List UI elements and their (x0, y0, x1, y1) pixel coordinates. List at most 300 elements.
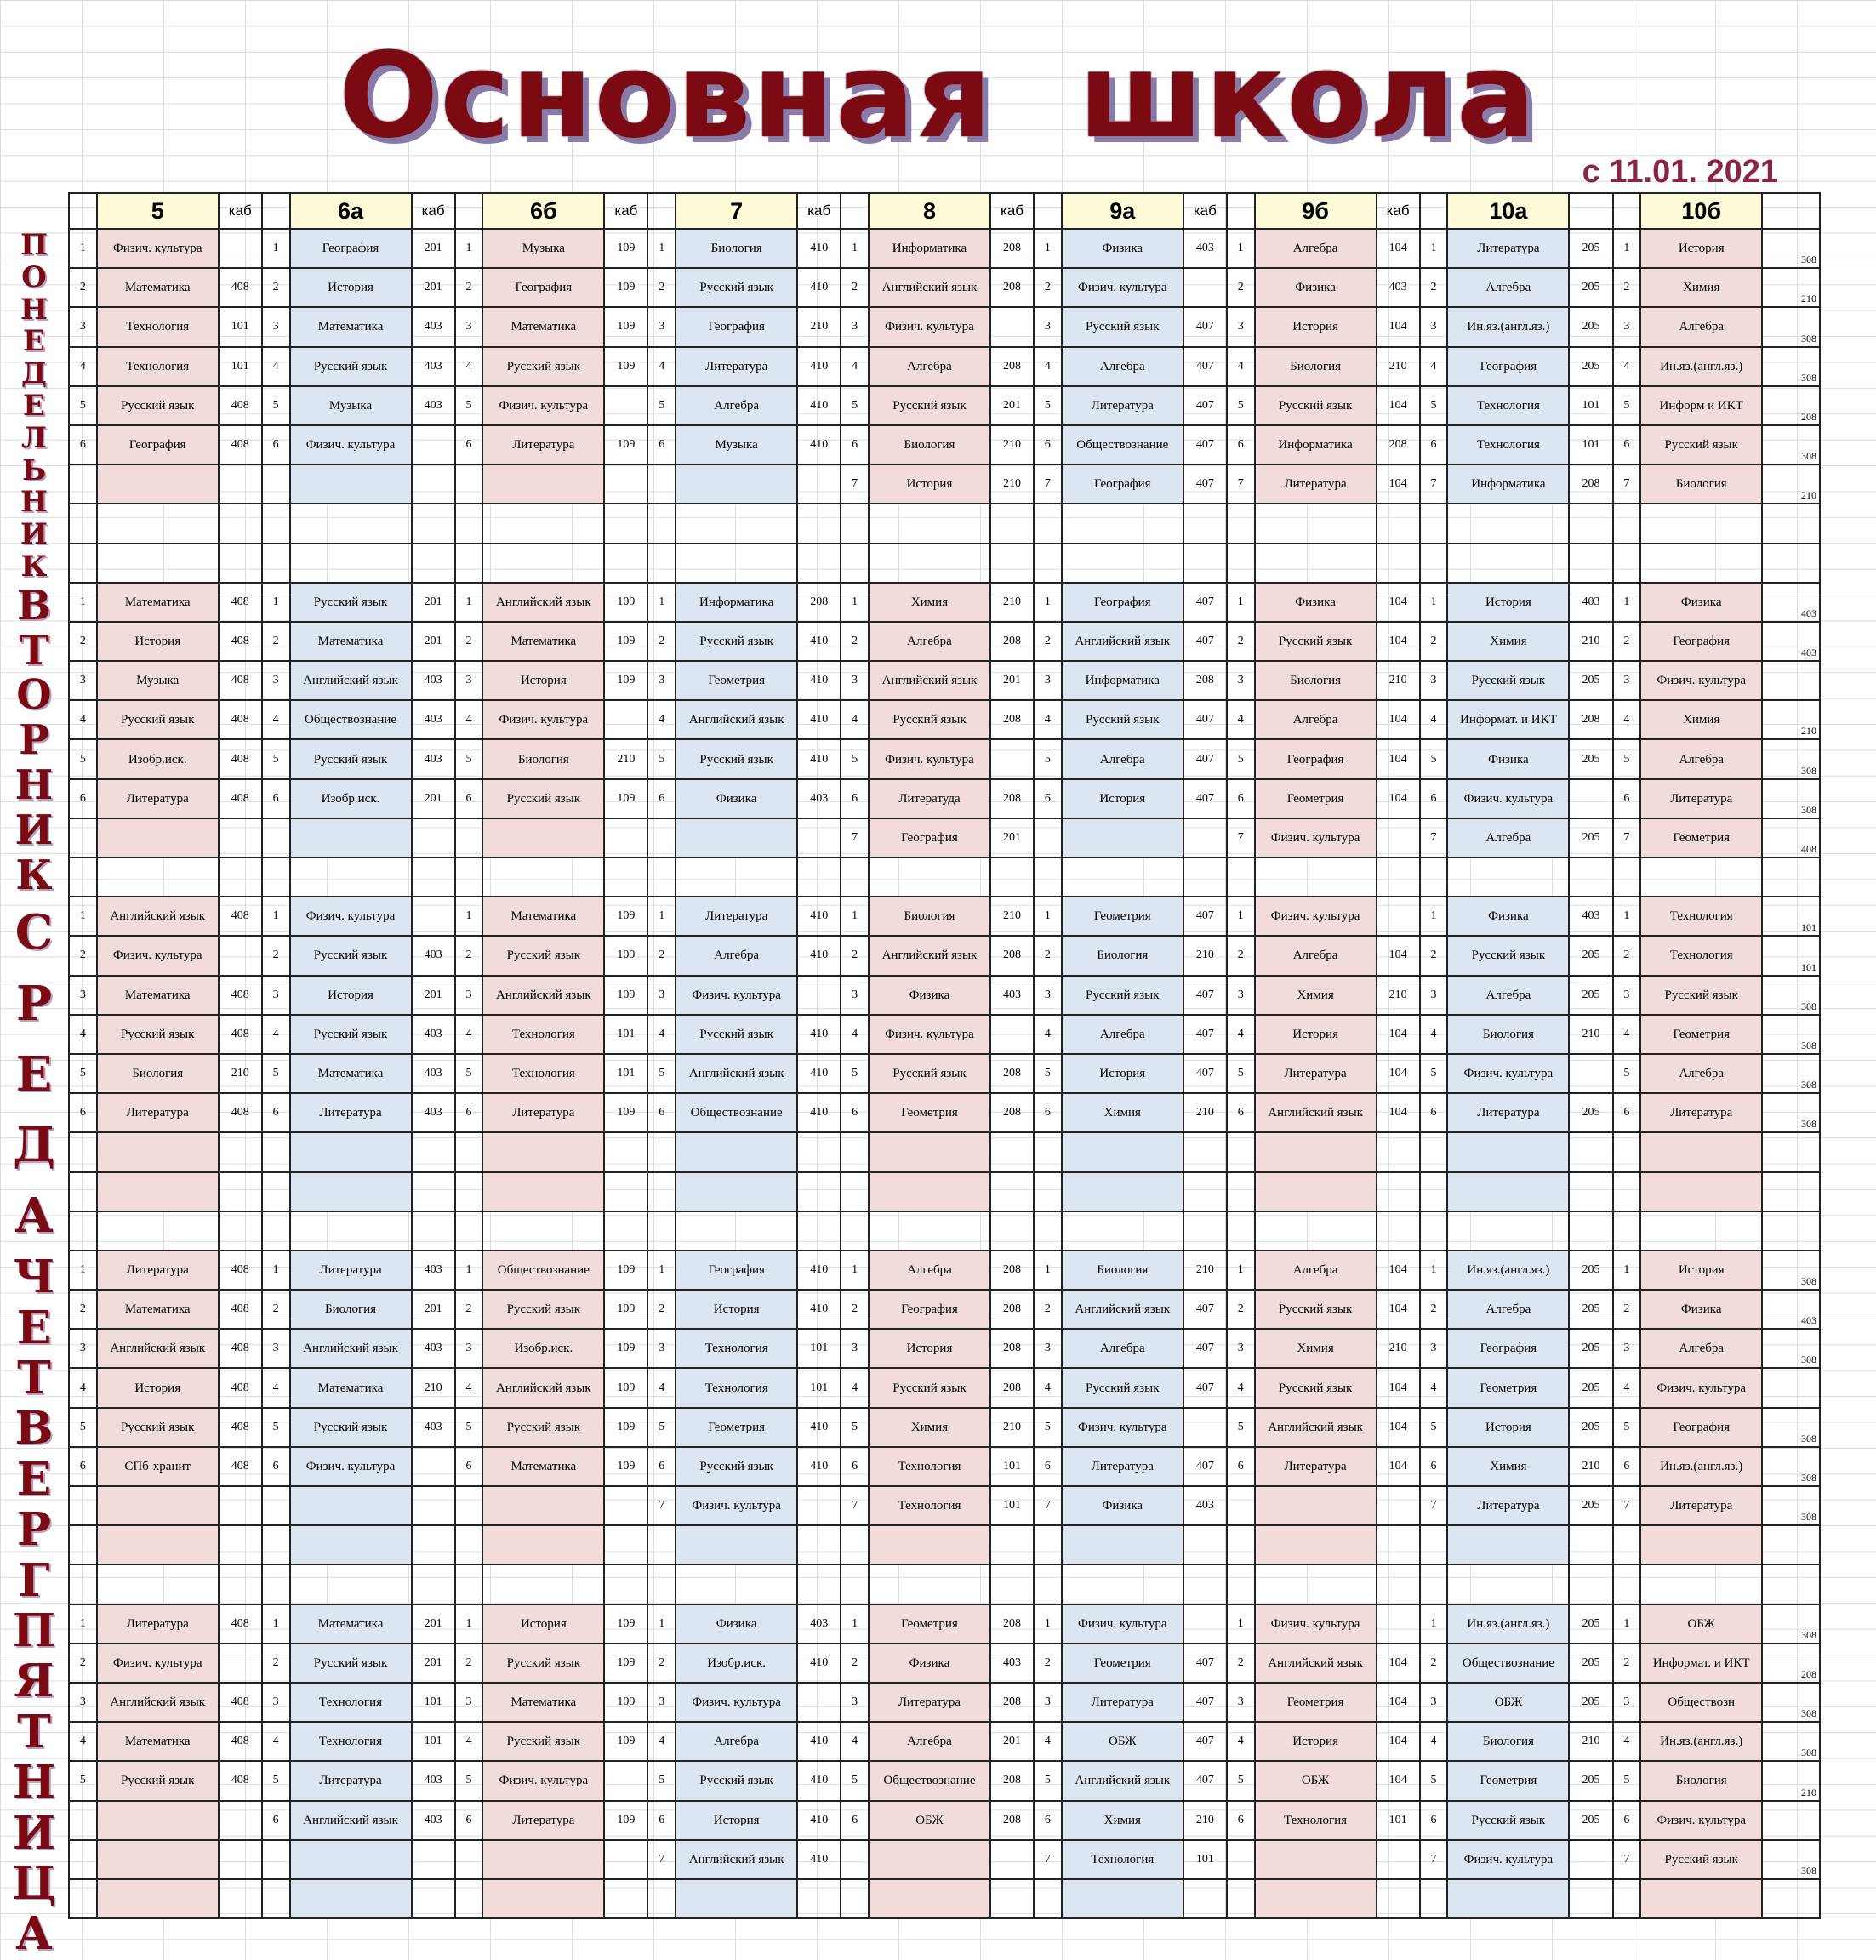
subject-cell (1255, 1564, 1377, 1604)
room-number-extra: 308 (1762, 1722, 1820, 1761)
room-number: 101 (219, 347, 262, 386)
room-number (412, 1525, 455, 1564)
table-row (69, 425, 1820, 464)
room-number: 410 (797, 936, 841, 975)
day-letter: Н (20, 292, 48, 327)
subject-cell: Информатика (1255, 425, 1377, 464)
room-number: 101 (1183, 1840, 1227, 1879)
lesson-number: 3 (1613, 976, 1641, 1015)
subject-cell (1255, 1486, 1377, 1525)
subject-cell: Алгебра (869, 1722, 990, 1761)
lesson-number (1227, 1132, 1255, 1171)
lesson-number: 6 (647, 1093, 676, 1132)
lesson-number: 6 (1420, 779, 1448, 818)
subject-cell: Геометрия (869, 1604, 990, 1644)
lesson-number: 4 (262, 1015, 290, 1054)
lesson-number (262, 1525, 290, 1564)
lesson-number (1613, 1172, 1641, 1211)
subject-cell (1255, 544, 1377, 583)
room-number: 410 (797, 661, 841, 700)
subject-cell (1447, 1211, 1569, 1251)
lesson-number: 6 (841, 1093, 869, 1132)
subject-cell: Обществознание (482, 1251, 604, 1290)
subject-cell: Физич. культура (1447, 1054, 1569, 1093)
lesson-number: 5 (1420, 739, 1448, 778)
lesson-number: 4 (841, 1722, 869, 1761)
room-number: 210 (1377, 976, 1420, 1015)
lesson-number (841, 1879, 869, 1918)
subject-cell: Обществозн (1640, 1683, 1762, 1722)
subject-cell (290, 858, 412, 897)
lesson-number (1034, 1211, 1062, 1251)
lesson-number: 5 (647, 1761, 676, 1800)
subject-cell: Физика (1640, 583, 1762, 622)
subject-cell (290, 1879, 412, 1918)
lesson-number: 2 (647, 1644, 676, 1683)
room-number (1183, 818, 1227, 858)
lesson-number: 2 (455, 1290, 483, 1329)
lesson-number (1034, 1172, 1062, 1211)
room-number: 104 (1377, 739, 1420, 778)
room-number: 410 (797, 386, 841, 425)
room-number (219, 1486, 262, 1525)
lesson-number: 5 (262, 1408, 290, 1447)
table-row (69, 544, 1820, 583)
subject-cell: Биология (1062, 936, 1183, 975)
day-letter: Д (20, 356, 48, 391)
lesson-number: 2 (69, 268, 97, 307)
subject-cell (97, 1132, 219, 1171)
subject-cell: Математика (290, 1054, 412, 1093)
subject-cell (1447, 1879, 1569, 1918)
room-number (604, 386, 647, 425)
subject-cell: Физика (1447, 897, 1569, 936)
lesson-number (1034, 818, 1062, 858)
lesson-number: 4 (69, 700, 97, 739)
lesson-number: 4 (69, 1368, 97, 1407)
lesson-number (455, 504, 483, 543)
lesson-number: 3 (841, 1329, 869, 1368)
lesson-number: 5 (1227, 386, 1255, 425)
room-number (604, 700, 647, 739)
subject-cell: Русский язык (290, 936, 412, 975)
room-number: 208 (990, 622, 1034, 661)
subject-cell: Алгебра (1062, 739, 1183, 778)
subject-cell: Музыка (290, 386, 412, 425)
room-number-extra (1762, 1801, 1820, 1840)
subject-cell: История (1255, 307, 1377, 346)
room-number (797, 1211, 841, 1251)
lesson-number (841, 1132, 869, 1171)
lesson-number: 2 (1420, 1290, 1448, 1329)
lesson-number: 5 (647, 386, 676, 425)
day-letter: Е (16, 1451, 52, 1506)
room-number: 403 (412, 386, 455, 425)
day-letter: Е (16, 1300, 52, 1354)
lesson-number: 4 (1613, 1015, 1641, 1054)
lesson-number: 6 (1613, 1801, 1641, 1840)
subject-cell: Математика (482, 622, 604, 661)
room-number (219, 1525, 262, 1564)
room-number (219, 1879, 262, 1918)
subject-cell (676, 858, 797, 897)
subject-cell: История (1640, 1251, 1762, 1290)
room-number: 403 (1183, 1486, 1227, 1525)
lesson-number (455, 1879, 483, 1918)
lesson-number: 2 (841, 936, 869, 975)
lesson-number: 5 (455, 386, 483, 425)
lesson-number: 3 (1227, 1683, 1255, 1722)
subject-cell: Обществознание (869, 1761, 990, 1800)
lesson-number (1034, 1525, 1062, 1564)
subject-cell: Химия (1255, 1329, 1377, 1368)
room-number (219, 936, 262, 975)
room-number: 208 (990, 1054, 1034, 1093)
subject-cell (97, 1486, 219, 1525)
room-number: 104 (1377, 1683, 1420, 1722)
subject-cell (1255, 1879, 1377, 1918)
lesson-number: 1 (1227, 1604, 1255, 1644)
room-number: 109 (604, 1251, 647, 1290)
lesson-number: 3 (1420, 976, 1448, 1015)
subject-cell: Химия (1062, 1801, 1183, 1840)
subject-cell (676, 1525, 797, 1564)
subject-cell: История (97, 1368, 219, 1407)
subject-cell: Английский язык (1255, 1644, 1377, 1683)
subject-cell: Обществознание (290, 700, 412, 739)
lesson-number: 2 (647, 1290, 676, 1329)
room-number (1183, 1564, 1227, 1604)
subject-cell: Физич. культура (1640, 1368, 1762, 1407)
room-number: 210 (1183, 936, 1227, 975)
room-number: 408 (219, 386, 262, 425)
subject-cell (676, 1172, 797, 1211)
room-number-extra: 308 (1762, 1604, 1820, 1644)
room-number: 407 (1183, 583, 1227, 622)
day-label-monday (0, 230, 68, 584)
room-number: 201 (412, 976, 455, 1015)
room-number-extra: 308 (1762, 1408, 1820, 1447)
room-number: 410 (797, 347, 841, 386)
subject-cell: Физич. культура (676, 976, 797, 1015)
room-number: 208 (990, 700, 1034, 739)
table-row (69, 268, 1820, 307)
subject-cell: Геометрия (1447, 1368, 1569, 1407)
room-number (412, 858, 455, 897)
lesson-number (1227, 1840, 1255, 1879)
room-number (412, 818, 455, 858)
lesson-number (841, 1564, 869, 1604)
room-number (219, 1644, 262, 1683)
day-letter: П (12, 1604, 56, 1657)
lesson-number (1227, 858, 1255, 897)
room-number: 410 (797, 1761, 841, 1800)
subject-cell: Биология (1255, 661, 1377, 700)
room-number (797, 544, 841, 583)
subject-cell (482, 1486, 604, 1525)
subject-cell: Физич. культура (676, 1486, 797, 1525)
room-number: 208 (990, 1251, 1034, 1290)
subject-cell: Литература (1255, 1447, 1377, 1486)
subject-cell (676, 1879, 797, 1918)
room-number: 403 (412, 1801, 455, 1840)
subject-cell: Английский язык (482, 976, 604, 1015)
room-number (1377, 1486, 1420, 1525)
room-number (604, 544, 647, 583)
lesson-number: 3 (262, 976, 290, 1015)
lesson-number: 3 (1613, 661, 1641, 700)
room-number-extra (1762, 1132, 1820, 1171)
lesson-number: 2 (262, 268, 290, 307)
lesson-number: 5 (69, 386, 97, 425)
room-number (990, 858, 1034, 897)
room-number: 101 (1569, 425, 1612, 464)
lesson-number (1420, 1879, 1448, 1918)
room-number: 408 (219, 268, 262, 307)
subject-cell: Русский язык (97, 1015, 219, 1054)
lesson-number: 1 (455, 1604, 483, 1644)
subject-cell: Английский язык (1062, 1761, 1183, 1800)
room-number-extra (1762, 661, 1820, 700)
subject-cell (482, 1132, 604, 1171)
room-number: 208 (990, 1683, 1034, 1722)
room-number: 403 (412, 1761, 455, 1800)
lesson-number: 6 (262, 1093, 290, 1132)
room-number: 109 (604, 1093, 647, 1132)
room-number: 210 (1569, 1015, 1612, 1054)
subject-cell: Литература (1640, 1093, 1762, 1132)
subject-cell: Геометрия (1255, 779, 1377, 818)
lesson-number: 5 (262, 1054, 290, 1093)
room-number: 210 (1183, 1093, 1227, 1132)
subject-cell (97, 544, 219, 583)
subject-cell: Информатика (676, 583, 797, 622)
subject-cell: Английский язык (869, 936, 990, 975)
lesson-number: 6 (1227, 425, 1255, 464)
subject-cell: Математика (97, 1722, 219, 1761)
subject-cell (1447, 1564, 1569, 1604)
subject-cell: Физич. культура (482, 700, 604, 739)
room-number: 410 (797, 1722, 841, 1761)
room-number-extra (1762, 1172, 1820, 1211)
subject-cell: История (1447, 1408, 1569, 1447)
lesson-number: 3 (841, 307, 869, 346)
header-blank (1420, 193, 1448, 229)
lesson-number (1420, 544, 1448, 583)
room-number: 101 (990, 1486, 1034, 1525)
lesson-number: 1 (647, 1251, 676, 1290)
subject-cell: СПб-хранит (97, 1447, 219, 1486)
room-number: 210 (604, 739, 647, 778)
subject-cell: Алгебра (1447, 1290, 1569, 1329)
lesson-number (262, 818, 290, 858)
room-number: 104 (1377, 700, 1420, 739)
subject-cell: Литература (1062, 1447, 1183, 1486)
subject-cell: Физика (1062, 1486, 1183, 1525)
room-number: 410 (797, 622, 841, 661)
subject-cell: Физич. культура (290, 897, 412, 936)
subject-cell: Литература (1447, 1486, 1569, 1525)
table-row (69, 700, 1820, 739)
lesson-number (1227, 1525, 1255, 1564)
subject-cell (482, 858, 604, 897)
subject-cell (1062, 1525, 1183, 1564)
subject-cell (869, 858, 990, 897)
subject-cell: Русский язык (1062, 976, 1183, 1015)
subject-cell: Русский язык (482, 936, 604, 975)
lesson-number (1227, 1172, 1255, 1211)
room-number (412, 1132, 455, 1171)
subject-cell: Алгебра (1447, 818, 1569, 858)
subject-cell: Литература (97, 1093, 219, 1132)
room-number: 408 (219, 622, 262, 661)
room-number: 408 (219, 976, 262, 1015)
room-number: 205 (1569, 1683, 1612, 1722)
weekday-labels (0, 0, 68, 1960)
room-header: каб (1377, 193, 1420, 229)
lesson-number: 2 (1034, 1290, 1062, 1329)
day-label-wednesday (0, 897, 68, 1251)
room-number (1569, 1132, 1612, 1171)
room-number-extra: 403 (1762, 622, 1820, 661)
lesson-number: 4 (455, 347, 483, 386)
lesson-number: 6 (455, 425, 483, 464)
subject-cell (290, 544, 412, 583)
lesson-number: 1 (1420, 1604, 1448, 1644)
lesson-number: 5 (647, 1054, 676, 1093)
subject-cell: Литература (1640, 1486, 1762, 1525)
lesson-number (1420, 1564, 1448, 1604)
subject-cell: Алгебра (1255, 1251, 1377, 1290)
subject-cell (482, 1172, 604, 1211)
subject-cell: Биология (1447, 1722, 1569, 1761)
subject-cell: Русский язык (482, 1722, 604, 1761)
lesson-number (262, 1486, 290, 1525)
lesson-number: 6 (1420, 425, 1448, 464)
subject-cell: ОБЖ (869, 1801, 990, 1840)
subject-cell: Геометрия (1640, 1015, 1762, 1054)
room-number (797, 1525, 841, 1564)
room-number (219, 1801, 262, 1840)
lesson-number: 2 (455, 268, 483, 307)
day-letter: Н (12, 1755, 56, 1809)
table-row (69, 661, 1820, 700)
lesson-number: 7 (1034, 1840, 1062, 1879)
room-number (604, 1525, 647, 1564)
day-letter: Ь (21, 453, 47, 487)
class-header: 9а (1062, 193, 1183, 229)
room-number (797, 1486, 841, 1525)
subject-cell: Русский язык (1255, 1368, 1377, 1407)
table-row (69, 504, 1820, 543)
room-number: 104 (1377, 1761, 1420, 1800)
lesson-number: 5 (1034, 1054, 1062, 1093)
subject-cell: Русский язык (290, 739, 412, 778)
lesson-number: 2 (841, 622, 869, 661)
subject-cell: Биология (97, 1054, 219, 1093)
subject-cell: Русский язык (676, 1447, 797, 1486)
room-number: 109 (604, 583, 647, 622)
lesson-number: 5 (647, 1408, 676, 1447)
room-number (219, 229, 262, 268)
room-number: 205 (1569, 818, 1612, 858)
subject-cell (1062, 1132, 1183, 1171)
subject-cell: Русский язык (97, 700, 219, 739)
room-number-extra (1762, 544, 1820, 583)
room-number (797, 858, 841, 897)
lesson-number: 6 (69, 425, 97, 464)
room-number: 208 (1569, 464, 1612, 504)
table-row (69, 229, 1820, 268)
subject-cell (869, 1879, 990, 1918)
lesson-number: 3 (1420, 1683, 1448, 1722)
subject-cell: Математика (482, 307, 604, 346)
room-number (1183, 1879, 1227, 1918)
lesson-number: 6 (1034, 779, 1062, 818)
room-number: 208 (990, 1329, 1034, 1368)
lesson-number (1420, 1172, 1448, 1211)
lesson-number: 6 (1613, 779, 1641, 818)
lesson-number: 6 (647, 1447, 676, 1486)
lesson-number: 4 (1420, 1015, 1448, 1054)
lesson-number: 4 (841, 700, 869, 739)
subject-cell (482, 1211, 604, 1251)
subject-cell: Математика (290, 307, 412, 346)
subject-cell: История (676, 1290, 797, 1329)
lesson-number: 6 (1227, 779, 1255, 818)
room-number (604, 1211, 647, 1251)
subject-cell (482, 1525, 604, 1564)
subject-cell: Английский язык (869, 268, 990, 307)
room-header: каб (219, 193, 262, 229)
subject-cell (1640, 1211, 1762, 1251)
room-number: 410 (797, 1408, 841, 1447)
subject-cell: История (869, 464, 990, 504)
lesson-number: 1 (69, 1604, 97, 1644)
header-blank (69, 193, 97, 229)
subject-cell: Английский язык (1062, 622, 1183, 661)
subject-cell: Информатика (1447, 464, 1569, 504)
room-number: 109 (604, 1604, 647, 1644)
lesson-number (69, 1132, 97, 1171)
subject-cell (869, 1172, 990, 1211)
lesson-number: 6 (262, 1447, 290, 1486)
lesson-number (69, 858, 97, 897)
lesson-number: 6 (841, 425, 869, 464)
subject-cell: Физич. культура (869, 307, 990, 346)
lesson-number (262, 464, 290, 504)
room-number (1569, 504, 1612, 543)
day-letter: К (20, 549, 48, 584)
class-header: 5 (97, 193, 219, 229)
subject-cell: Биология (290, 1290, 412, 1329)
room-number (219, 1564, 262, 1604)
room-number: 109 (604, 1801, 647, 1840)
subject-cell: Технология (869, 1447, 990, 1486)
lesson-number: 2 (1420, 1644, 1448, 1683)
subject-cell (97, 818, 219, 858)
room-number: 407 (1183, 1447, 1227, 1486)
lesson-number: 6 (455, 779, 483, 818)
class-header: 10б (1640, 193, 1762, 229)
lesson-number: 2 (1227, 268, 1255, 307)
subject-cell: Литература (97, 1604, 219, 1644)
room-number (412, 1486, 455, 1525)
header-blank (647, 193, 676, 229)
lesson-number: 3 (1227, 307, 1255, 346)
subject-cell (1640, 858, 1762, 897)
lesson-number: 3 (647, 661, 676, 700)
